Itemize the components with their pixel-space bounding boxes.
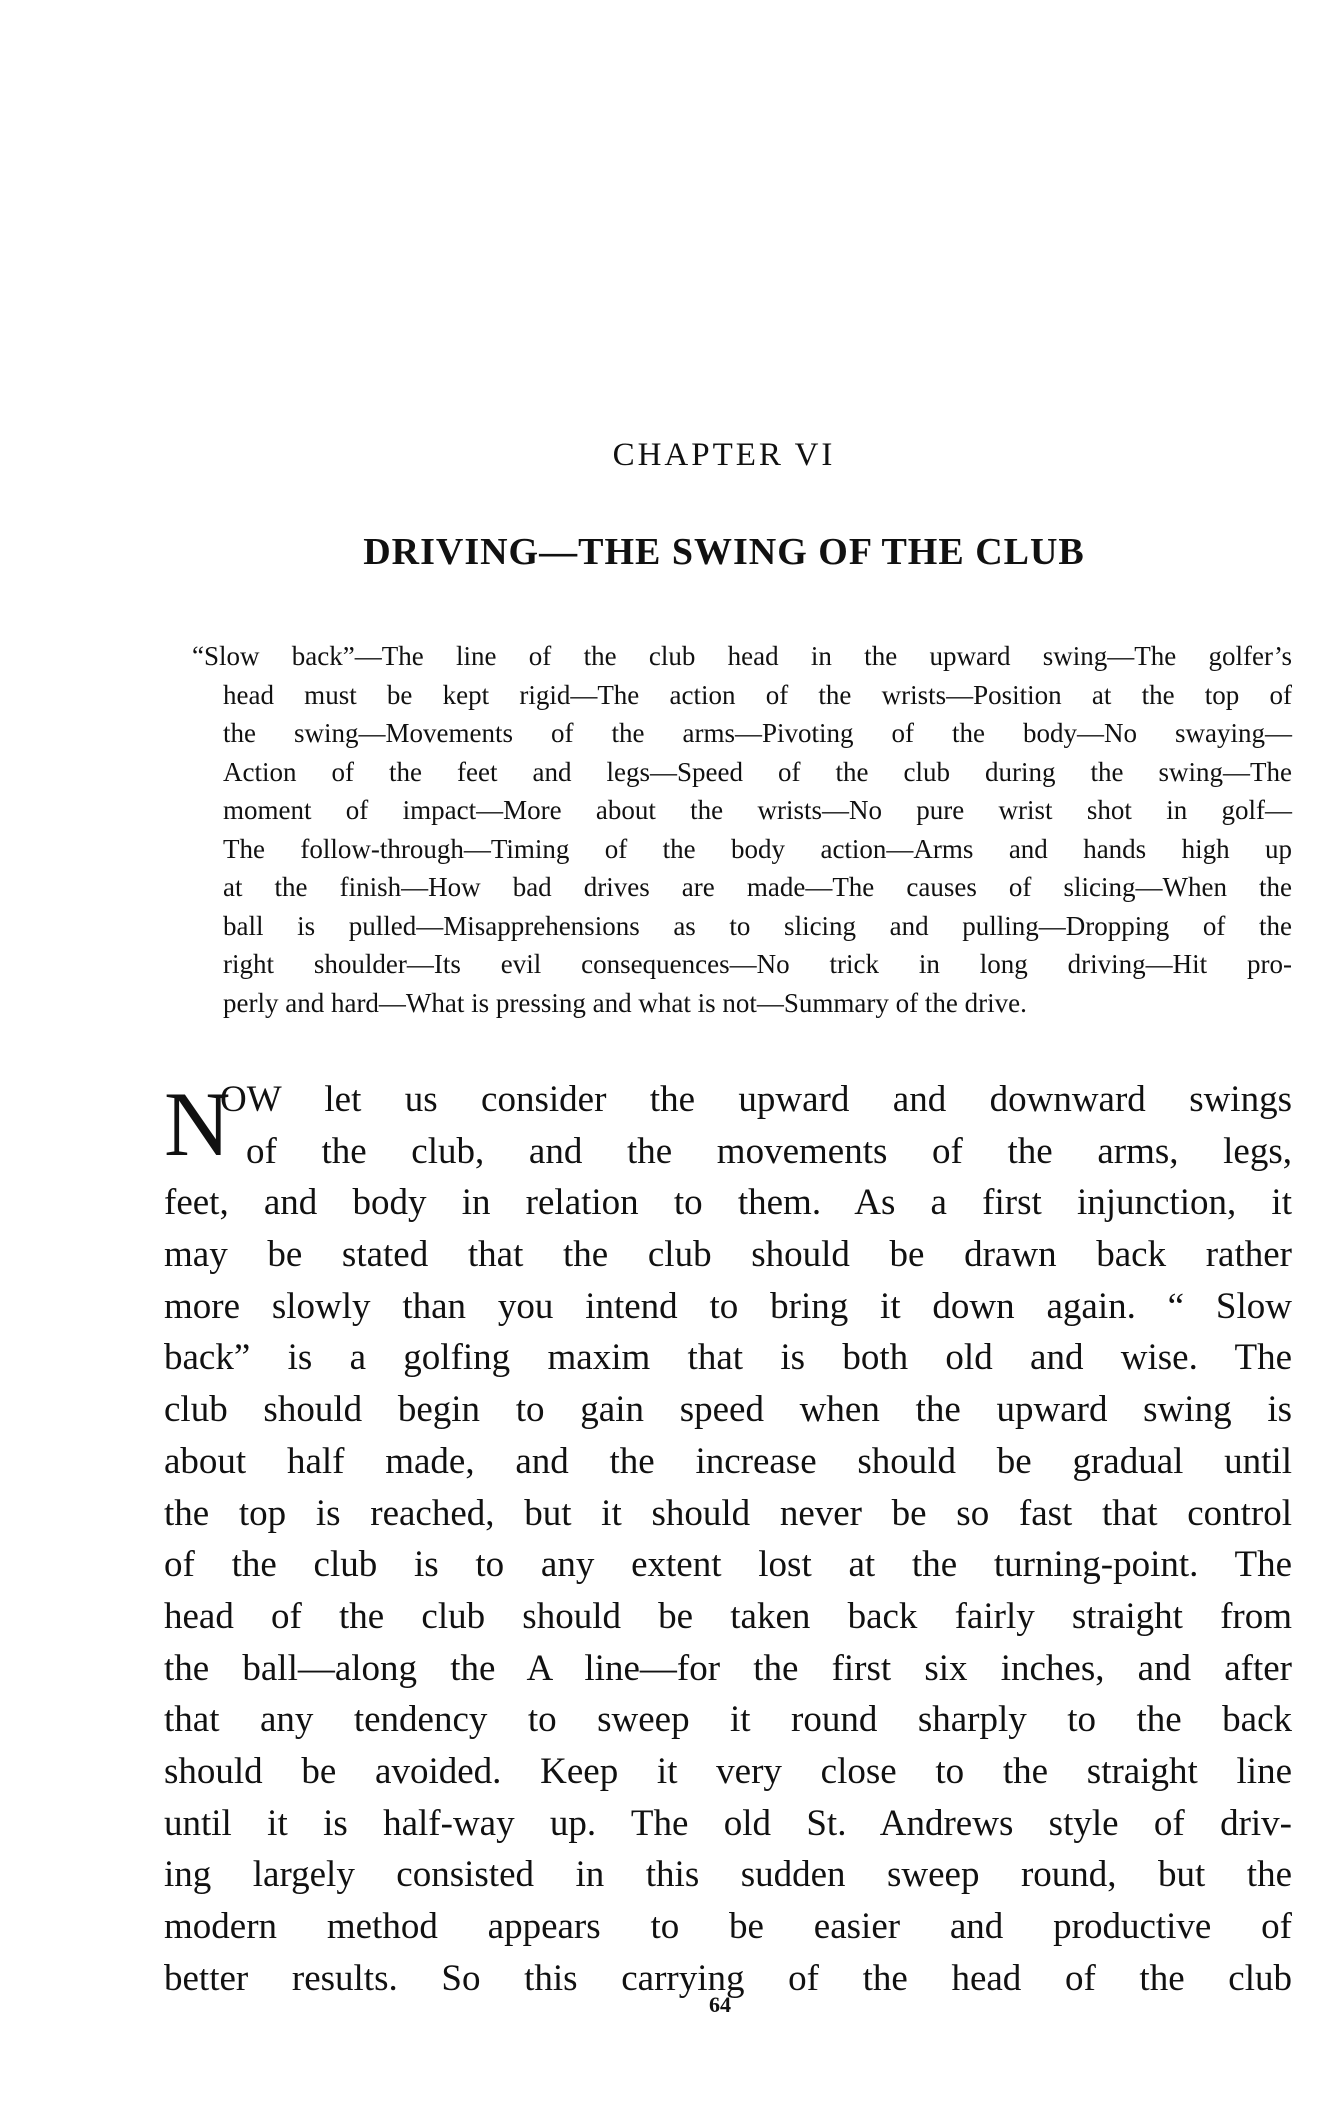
- body-line: may be stated that the club should be drawn back rather: [164, 1234, 1292, 1276]
- body-line: the top is reached, but it should never be so fast that control: [164, 1492, 1292, 1534]
- synopsis-line: “Slow back”—The line of the club head in the upward swing—The golfer’s: [192, 641, 1292, 671]
- body-line: feet, and body in relation to them. As a first injunction, it: [164, 1182, 1292, 1224]
- body-line: better results. So this carrying of the head of the club: [164, 1957, 1292, 1999]
- synopsis-line: head must be kept rigid—The action of the wrists—Position at the top of: [223, 679, 1292, 710]
- body-line: ing largely consisted in this sudden sweep round, but the: [164, 1854, 1292, 1896]
- body-line: of the club is to any extent lost at the turning-point. The: [164, 1544, 1292, 1586]
- body-line: about half made, and the increase should be gradual until: [164, 1440, 1292, 1482]
- body-line: that any tendency to sweep it round sharply to the back: [164, 1699, 1292, 1741]
- chapter-number: CHAPTER VI: [612, 437, 836, 473]
- body-line: of the club, and the movements of the arms, legs,: [246, 1130, 1292, 1172]
- body-line: club should begin to gain speed when the upward swing is: [164, 1389, 1292, 1431]
- synopsis-line: moment of impact—More about the wrists—No pure wrist shot in golf—: [223, 795, 1292, 825]
- drop-cap: N: [164, 1073, 231, 1175]
- body-line: more slowly than you intend to bring it down again. “ Slow: [164, 1285, 1292, 1327]
- synopsis-line: right shoulder—Its evil consequences—No trick in long driving—Hit pro-: [223, 949, 1292, 979]
- chapter-title: DRIVING—THE SWING OF THE CLUB: [363, 531, 1085, 573]
- synopsis-line: ball is pulled—Misapprehensions as to slicing and pulling—Dropping of the: [223, 910, 1292, 941]
- body-line: should be avoided. Keep it very close to the straight line: [164, 1750, 1292, 1792]
- synopsis-line: perly and hard—What is pressing and what is not—Summary of the drive.: [223, 987, 1027, 1018]
- synopsis-line: The follow-through—Timing of the body action—Arms and hands high up: [223, 833, 1292, 864]
- body-line: modern method appears to be easier and productive of: [164, 1906, 1292, 1947]
- body-text: [164, 1074, 1292, 2004]
- page-number: 64: [709, 1992, 731, 2017]
- body-line: the ball—along the A line—for the first six inches, and after: [164, 1647, 1292, 1689]
- body-line: until it is half-way up. The old St. Andrews style of driv-: [164, 1802, 1292, 1844]
- body-line: back” is a golfing maxim that is both old and wise. The: [164, 1337, 1292, 1379]
- body-line: OW let us consider the upward and downward swings: [220, 1079, 1292, 1120]
- body-line: head of the club should be taken back fairly straight from: [164, 1595, 1292, 1637]
- chapter-synopsis: [192, 637, 1292, 1022]
- synopsis-line: the swing—Movements of the arms—Pivoting of the body—No swaying—: [223, 718, 1292, 748]
- synopsis-line: Action of the feet and legs—Speed of the club during the swing—The: [223, 756, 1292, 787]
- synopsis-line: at the finish—How bad drives are made—The causes of slicing—When the: [223, 872, 1292, 902]
